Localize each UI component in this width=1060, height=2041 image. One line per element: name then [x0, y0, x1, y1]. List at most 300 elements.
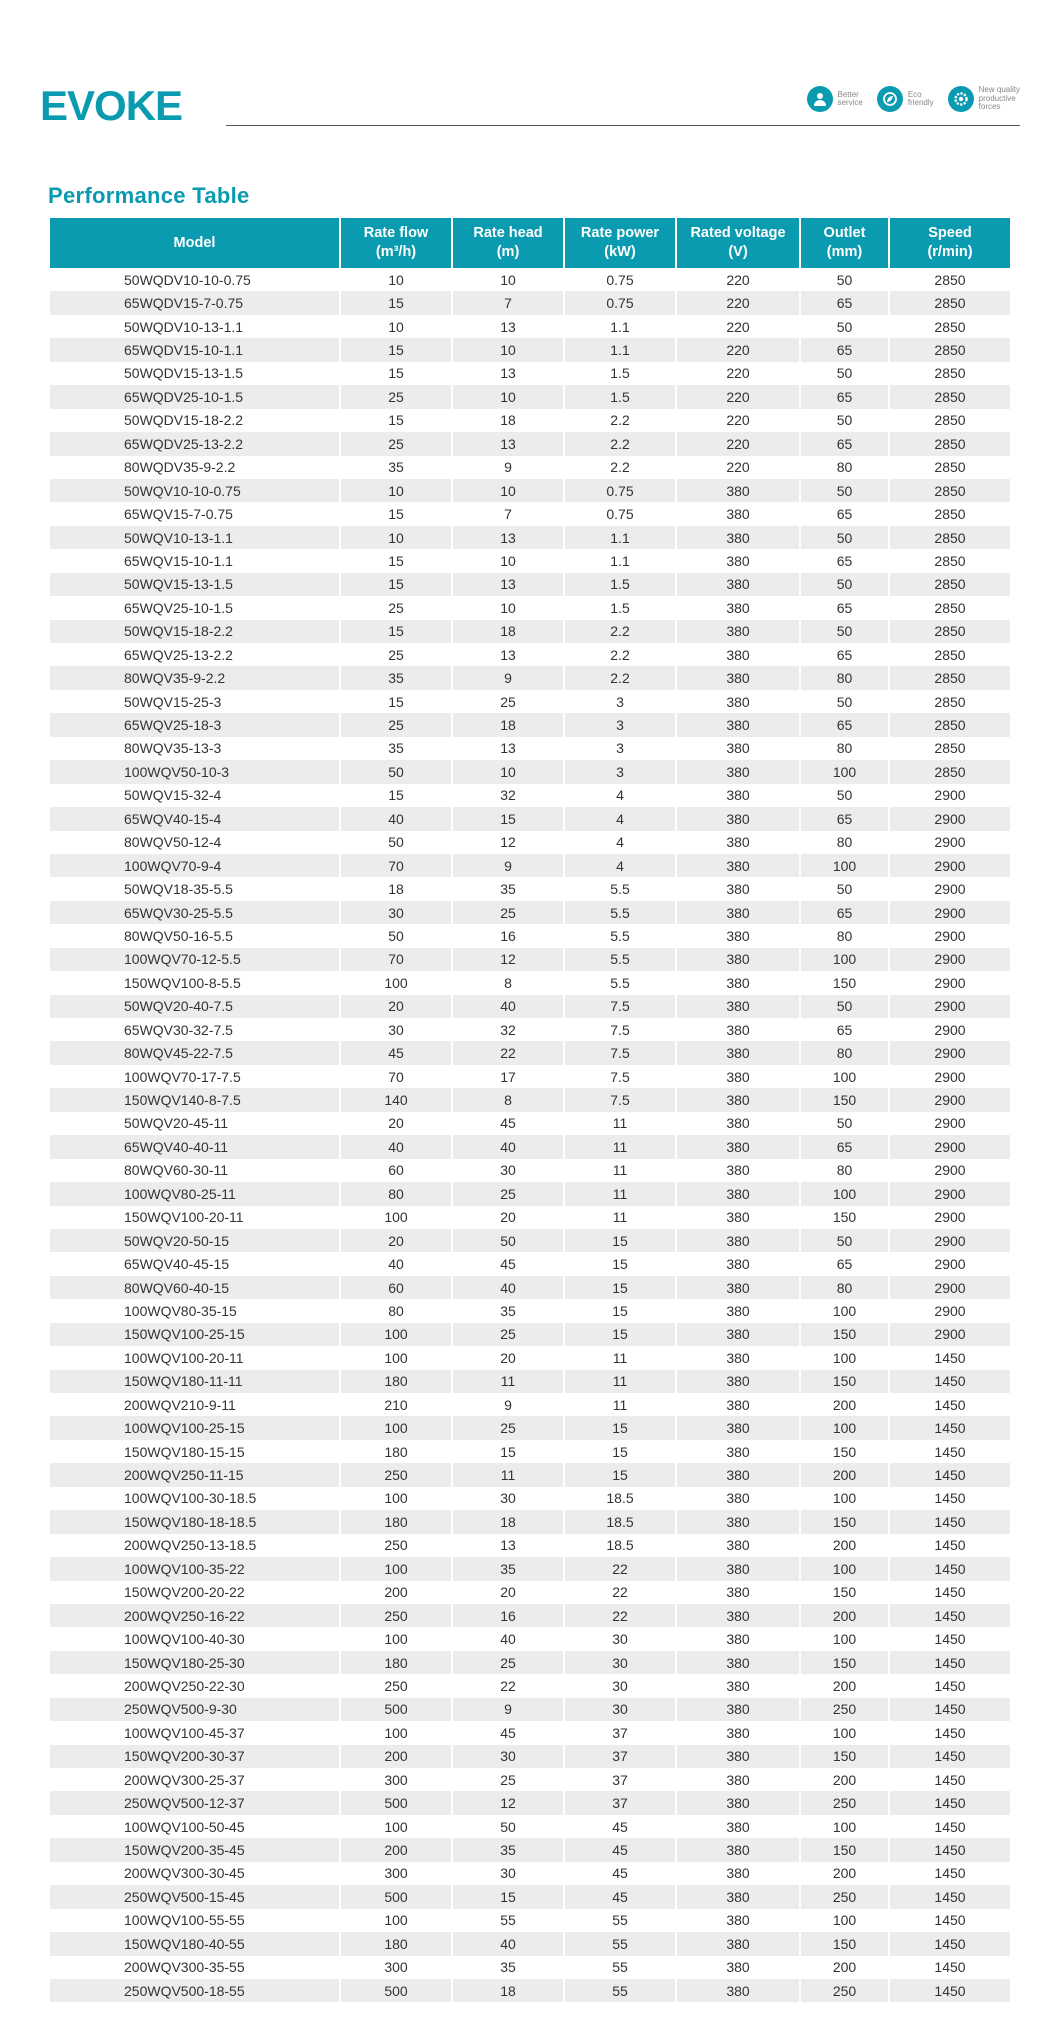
cell-rate-flow: 25	[340, 432, 452, 455]
cell-model: 150WQV100-8-5.5	[124, 974, 241, 991]
table-row	[50, 1112, 1010, 1135]
cell-rated-voltage: 380	[676, 1276, 800, 1299]
table-row	[50, 1534, 1010, 1557]
cell-rate-power: 0.75	[564, 268, 676, 291]
cell-model: 250WQV500-9-30	[50, 1698, 340, 1721]
cell-outlet: 50	[800, 1112, 889, 1135]
cell-outlet: 200	[800, 1534, 889, 1557]
cell-outlet: 250	[800, 1791, 889, 1814]
cell-rate-head: 30	[452, 1745, 564, 1768]
cell-model: 80WQDV35-9-2.2	[124, 459, 236, 476]
badge-text: Better service	[837, 89, 863, 107]
cell-rated-voltage: 220	[676, 432, 800, 455]
cell-model: 50WQV10-13-1.1	[50, 526, 340, 549]
cell-rate-head: 15	[452, 1440, 564, 1463]
cell-speed: 2900	[889, 831, 1010, 854]
cell-speed: 1450	[889, 1956, 1010, 1979]
cell-rated-voltage: 380	[676, 1159, 800, 1182]
cell-rate-power: 22	[564, 1604, 676, 1627]
cell-model: 100WQV80-35-15	[124, 1302, 237, 1319]
cell-speed: 1450	[889, 1815, 1010, 1838]
cell-rated-voltage: 220	[676, 385, 800, 408]
cell-rate-flow: 35	[340, 456, 452, 479]
cell-rated-voltage: 380	[676, 666, 800, 689]
cell-speed: 1450	[889, 1393, 1010, 1416]
cell-speed: 1450	[889, 1557, 1010, 1580]
cell-rate-power: 2.2	[564, 432, 676, 455]
cell-outlet: 100	[800, 1815, 889, 1838]
table-row	[50, 1065, 1010, 1088]
cell-outlet: 50	[800, 877, 889, 900]
cell-rate-flow: 100	[340, 1557, 452, 1580]
cell-outlet: 150	[800, 1088, 889, 1111]
cell-outlet: 150	[800, 1510, 889, 1533]
cell-rated-voltage: 380	[676, 1065, 800, 1088]
cell-rate-flow: 30	[340, 1018, 452, 1041]
cell-outlet: 65	[800, 1252, 889, 1275]
table-row	[50, 1276, 1010, 1299]
cell-speed: 1450	[889, 1838, 1010, 1861]
cell-rate-flow: 40	[340, 1135, 452, 1158]
cell-rate-flow: 200	[340, 1838, 452, 1861]
cell-outlet: 100	[800, 1557, 889, 1580]
cell-rated-voltage: 220	[676, 291, 800, 314]
cell-outlet: 65	[800, 807, 889, 830]
cell-outlet: 150	[800, 1745, 889, 1768]
cell-rated-voltage: 220	[676, 362, 800, 385]
cell-speed: 2850	[889, 268, 1010, 291]
table-row	[50, 268, 1010, 291]
header-speed: Speed (r/min)	[889, 218, 1010, 268]
cell-rate-power: 15	[564, 1252, 676, 1275]
cell-rate-head: 13	[452, 432, 564, 455]
table-row	[50, 1416, 1010, 1439]
table-row	[50, 1721, 1010, 1744]
cell-outlet: 65	[800, 596, 889, 619]
cell-outlet: 200	[800, 1862, 889, 1885]
cell-outlet: 200	[800, 1956, 889, 1979]
cell-model: 80WQV50-12-4	[124, 834, 222, 851]
cell-outlet: 65	[800, 549, 889, 572]
cell-model: 50WQDV15-13-1.5	[124, 365, 244, 382]
cell-rate-flow: 100	[340, 1323, 452, 1346]
table-row	[50, 1018, 1010, 1041]
cell-model: 150WQV180-11-11	[50, 1370, 340, 1393]
cell-rate-flow: 10	[340, 315, 452, 338]
table-row	[50, 1346, 1010, 1369]
table-row	[50, 1088, 1010, 1111]
table-row	[50, 1862, 1010, 1885]
cell-rate-flow: 100	[340, 1721, 452, 1744]
table-row	[50, 1323, 1010, 1346]
cell-model: 200WQV250-11-15	[50, 1463, 340, 1486]
cell-rate-head: 13	[452, 315, 564, 338]
cell-rate-head: 10	[452, 596, 564, 619]
cell-speed: 2900	[889, 1041, 1010, 1064]
cell-rated-voltage: 380	[676, 1534, 800, 1557]
cell-rate-flow: 35	[340, 666, 452, 689]
cell-speed: 1450	[889, 1370, 1010, 1393]
cell-model: 100WQV100-40-30	[124, 1631, 245, 1648]
cell-rate-head: 25	[452, 1416, 564, 1439]
cell-rated-voltage: 380	[676, 1581, 800, 1604]
person-service-icon	[807, 86, 833, 112]
cell-outlet: 50	[800, 995, 889, 1018]
cell-rated-voltage: 380	[676, 1370, 800, 1393]
cell-speed: 2850	[889, 315, 1010, 338]
cell-rated-voltage: 380	[676, 1909, 800, 1932]
cell-rate-power: 15	[564, 1440, 676, 1463]
cell-rate-flow: 50	[340, 831, 452, 854]
cell-rate-head: 18	[452, 1510, 564, 1533]
cell-model: 50WQDV15-18-2.2	[124, 412, 244, 429]
header-rate-flow: Rate flow (m³/h)	[340, 218, 452, 268]
cell-model: 65WQV30-25-5.5	[50, 901, 340, 924]
cell-model: 100WQV100-55-55	[124, 1912, 245, 1929]
cell-rated-voltage: 380	[676, 901, 800, 924]
cell-rate-head: 50	[452, 1229, 564, 1252]
cell-rated-voltage: 380	[676, 549, 800, 572]
cell-speed: 2850	[889, 338, 1010, 361]
cell-rate-power: 2.2	[564, 666, 676, 689]
cell-outlet: 65	[800, 502, 889, 525]
cell-rated-voltage: 380	[676, 807, 800, 830]
cell-rate-flow: 15	[340, 573, 452, 596]
cell-model: 200WQV250-13-18.5	[124, 1537, 257, 1554]
cell-outlet: 100	[800, 1065, 889, 1088]
cell-outlet: 65	[800, 1018, 889, 1041]
cell-rated-voltage: 380	[676, 1416, 800, 1439]
cell-rate-flow: 100	[340, 1815, 452, 1838]
table-row	[50, 995, 1010, 1018]
cell-rated-voltage: 380	[676, 877, 800, 900]
cell-rate-flow: 40	[340, 807, 452, 830]
cell-rate-flow: 70	[340, 1065, 452, 1088]
table-row	[50, 948, 1010, 971]
cell-model: 200WQV250-16-22	[50, 1604, 340, 1627]
cell-rate-head: 13	[452, 643, 564, 666]
cell-speed: 2850	[889, 760, 1010, 783]
table-row	[50, 1745, 1010, 1768]
cell-rate-flow: 210	[340, 1393, 452, 1416]
cell-rate-flow: 250	[340, 1604, 452, 1627]
cell-outlet: 50	[800, 479, 889, 502]
cell-rated-voltage: 380	[676, 1135, 800, 1158]
cell-model: 150WQV200-30-37	[50, 1745, 340, 1768]
cell-rate-power: 45	[564, 1862, 676, 1885]
cell-model: 100WQV100-35-22	[50, 1557, 340, 1580]
cell-rated-voltage: 380	[676, 1041, 800, 1064]
cell-speed: 1450	[889, 1745, 1010, 1768]
cell-rated-voltage: 380	[676, 1487, 800, 1510]
cell-model: 150WQV200-35-45	[50, 1838, 340, 1861]
cell-rate-power: 4	[564, 854, 676, 877]
cell-model: 65WQV25-13-2.2	[124, 646, 233, 663]
table-row	[50, 924, 1010, 947]
cell-outlet: 150	[800, 1932, 889, 1955]
cell-speed: 1450	[889, 1791, 1010, 1814]
cell-model: 65WQV30-32-7.5	[124, 1021, 233, 1038]
cell-speed: 2900	[889, 971, 1010, 994]
cell-outlet: 50	[800, 620, 889, 643]
cell-rate-head: 40	[452, 1135, 564, 1158]
cell-rate-head: 13	[452, 737, 564, 760]
cell-outlet: 50	[800, 690, 889, 713]
cell-rate-head: 8	[452, 971, 564, 994]
cell-model: 50WQDV10-13-1.1	[124, 318, 244, 335]
cell-outlet: 50	[800, 1229, 889, 1252]
cell-outlet: 50	[800, 573, 889, 596]
table-row	[50, 737, 1010, 760]
cell-rate-head: 25	[452, 901, 564, 924]
cell-rate-power: 1.1	[564, 526, 676, 549]
cell-outlet: 200	[800, 1393, 889, 1416]
cell-rate-power: 5.5	[564, 901, 676, 924]
cell-outlet: 150	[800, 1370, 889, 1393]
cell-rated-voltage: 380	[676, 1768, 800, 1791]
cell-rated-voltage: 380	[676, 1698, 800, 1721]
cell-rate-flow: 300	[340, 1862, 452, 1885]
table-row	[50, 1440, 1010, 1463]
evoke-logo	[40, 82, 220, 128]
cell-rate-head: 9	[452, 854, 564, 877]
cell-model: 65WQV15-7-0.75	[124, 506, 233, 523]
cell-rate-flow: 50	[340, 760, 452, 783]
cell-speed: 2850	[889, 596, 1010, 619]
cell-rate-head: 40	[452, 1276, 564, 1299]
cell-speed: 2850	[889, 291, 1010, 314]
cell-speed: 2900	[889, 948, 1010, 971]
cell-rate-head: 9	[452, 1393, 564, 1416]
cell-rate-power: 1.5	[564, 385, 676, 408]
table-row	[50, 690, 1010, 713]
cell-model: 80WQV60-40-15	[50, 1276, 340, 1299]
cell-speed: 2900	[889, 1182, 1010, 1205]
cell-outlet: 80	[800, 1276, 889, 1299]
cell-rate-head: 10	[452, 338, 564, 361]
table-row	[50, 666, 1010, 689]
cell-rate-flow: 500	[340, 1698, 452, 1721]
cell-outlet: 80	[800, 1159, 889, 1182]
cell-model: 100WQV100-50-45	[124, 1818, 245, 1835]
cell-rate-flow: 500	[340, 1979, 452, 2002]
table-row	[50, 1581, 1010, 1604]
cell-rate-power: 55	[564, 1956, 676, 1979]
cell-rate-power: 4	[564, 784, 676, 807]
cell-rate-power: 30	[564, 1674, 676, 1697]
cell-speed: 2850	[889, 479, 1010, 502]
cell-model: 100WQV100-20-11	[124, 1349, 244, 1366]
cell-rate-power: 11	[564, 1206, 676, 1229]
cell-rate-head: 8	[452, 1088, 564, 1111]
cell-outlet: 80	[800, 831, 889, 854]
cell-model: 50WQV10-10-0.75	[50, 479, 340, 502]
cell-rate-head: 22	[452, 1674, 564, 1697]
cell-rate-flow: 15	[340, 690, 452, 713]
cell-speed: 2900	[889, 1206, 1010, 1229]
cell-rate-power: 3	[564, 737, 676, 760]
cell-rate-head: 35	[452, 1557, 564, 1580]
cell-rate-head: 15	[452, 1885, 564, 1908]
cell-model: 65WQDV25-13-2.2	[50, 432, 340, 455]
cell-rate-flow: 35	[340, 737, 452, 760]
cell-outlet: 100	[800, 760, 889, 783]
cell-rate-head: 45	[452, 1112, 564, 1135]
cell-speed: 2900	[889, 1323, 1010, 1346]
cell-rated-voltage: 220	[676, 268, 800, 291]
cell-speed: 2900	[889, 807, 1010, 830]
cell-rate-head: 9	[452, 1698, 564, 1721]
cell-rate-power: 45	[564, 1885, 676, 1908]
cell-rate-flow: 200	[340, 1745, 452, 1768]
cell-speed: 2900	[889, 901, 1010, 924]
cell-rate-head: 25	[452, 1323, 564, 1346]
cell-rated-voltage: 380	[676, 1862, 800, 1885]
table-row	[50, 291, 1010, 314]
cell-speed: 2850	[889, 573, 1010, 596]
header-model: Model	[50, 218, 340, 268]
cell-rated-voltage: 380	[676, 1346, 800, 1369]
cell-outlet: 150	[800, 1838, 889, 1861]
cell-rate-flow: 140	[340, 1088, 452, 1111]
cell-rated-voltage: 380	[676, 1604, 800, 1627]
cell-speed: 1450	[889, 1487, 1010, 1510]
cell-outlet: 150	[800, 1323, 889, 1346]
cell-rate-head: 20	[452, 1581, 564, 1604]
cell-outlet: 100	[800, 1627, 889, 1650]
table-row	[50, 901, 1010, 924]
cell-rate-head: 12	[452, 831, 564, 854]
cell-rate-power: 4	[564, 831, 676, 854]
cell-rate-head: 45	[452, 1252, 564, 1275]
table-row	[50, 1370, 1010, 1393]
cell-rate-power: 3	[564, 760, 676, 783]
cell-rate-power: 30	[564, 1627, 676, 1650]
cell-rate-flow: 20	[340, 1229, 452, 1252]
cell-outlet: 65	[800, 643, 889, 666]
cell-model: 250WQV500-15-45	[50, 1885, 340, 1908]
cell-rate-head: 25	[452, 1182, 564, 1205]
cell-speed: 2850	[889, 432, 1010, 455]
table-row	[50, 1768, 1010, 1791]
cell-rate-power: 0.75	[564, 479, 676, 502]
cell-rated-voltage: 220	[676, 409, 800, 432]
cell-rate-power: 15	[564, 1463, 676, 1486]
cell-speed: 2900	[889, 1229, 1010, 1252]
cell-rate-power: 2.2	[564, 409, 676, 432]
cell-rated-voltage: 380	[676, 995, 800, 1018]
cell-model: 150WQV180-18-18.5	[50, 1510, 340, 1533]
cell-rate-head: 16	[452, 924, 564, 947]
table-row	[50, 1510, 1010, 1533]
cell-rate-power: 37	[564, 1721, 676, 1744]
cell-rate-head: 17	[452, 1065, 564, 1088]
cell-rate-head: 20	[452, 1346, 564, 1369]
cell-rate-power: 1.5	[564, 362, 676, 385]
table-row	[50, 409, 1010, 432]
cell-speed: 2850	[889, 643, 1010, 666]
cell-model: 150WQV200-20-22	[124, 1584, 245, 1601]
header-rate-power: Rate power (kW)	[564, 218, 676, 268]
cell-speed: 2900	[889, 924, 1010, 947]
table-row	[50, 1393, 1010, 1416]
cell-rate-power: 15	[564, 1416, 676, 1439]
cell-rate-flow: 10	[340, 268, 452, 291]
table-row	[50, 713, 1010, 736]
cell-rate-power: 30	[564, 1698, 676, 1721]
cell-rated-voltage: 380	[676, 1956, 800, 1979]
table-row	[50, 1698, 1010, 1721]
cell-model: 80WQV50-16-5.5	[124, 927, 233, 944]
cell-model: 65WQV40-40-11	[50, 1135, 340, 1158]
table-row	[50, 1159, 1010, 1182]
cell-outlet: 200	[800, 1463, 889, 1486]
cell-model: 150WQV180-40-55	[50, 1932, 340, 1955]
cell-outlet: 50	[800, 526, 889, 549]
cell-rated-voltage: 380	[676, 1815, 800, 1838]
cell-model: 80WQV35-9-2.2	[50, 666, 340, 689]
cell-rate-flow: 15	[340, 549, 452, 572]
cell-outlet: 65	[800, 713, 889, 736]
cell-outlet: 100	[800, 1721, 889, 1744]
cell-rate-power: 22	[564, 1557, 676, 1580]
table-row	[50, 1206, 1010, 1229]
cell-outlet: 100	[800, 1487, 889, 1510]
cell-rate-flow: 70	[340, 854, 452, 877]
cell-speed: 2850	[889, 385, 1010, 408]
cell-speed: 2850	[889, 362, 1010, 385]
cell-speed: 1450	[889, 1932, 1010, 1955]
cell-rate-power: 45	[564, 1838, 676, 1861]
cell-rate-head: 50	[452, 1815, 564, 1838]
table-row	[50, 1557, 1010, 1580]
header-divider	[226, 125, 1020, 126]
cell-rate-flow: 500	[340, 1791, 452, 1814]
cell-rate-flow: 20	[340, 1112, 452, 1135]
cell-rate-flow: 25	[340, 713, 452, 736]
cell-rated-voltage: 380	[676, 1206, 800, 1229]
cell-model: 100WQV50-10-3	[50, 760, 340, 783]
cell-rate-flow: 180	[340, 1932, 452, 1955]
cell-model: 200WQV300-30-45	[124, 1865, 245, 1882]
header-outlet: Outlet (mm)	[800, 218, 889, 268]
cell-rate-flow: 45	[340, 1041, 452, 1064]
cell-rate-head: 32	[452, 1018, 564, 1041]
cell-rate-power: 1.1	[564, 315, 676, 338]
cell-rated-voltage: 380	[676, 1674, 800, 1697]
cell-model: 80WQV35-13-3	[124, 740, 222, 757]
cell-rate-head: 13	[452, 1534, 564, 1557]
cell-rate-flow: 180	[340, 1510, 452, 1533]
cell-model: 150WQV180-15-15	[124, 1443, 245, 1460]
cell-rate-head: 12	[452, 948, 564, 971]
table-row	[50, 1674, 1010, 1697]
cell-speed: 1450	[889, 1909, 1010, 1932]
cell-outlet: 65	[800, 432, 889, 455]
table-row	[50, 1932, 1010, 1955]
cell-rate-head: 10	[452, 760, 564, 783]
cell-speed: 2900	[889, 1299, 1010, 1322]
table-row	[50, 877, 1010, 900]
cell-rate-flow: 18	[340, 877, 452, 900]
table-row	[50, 526, 1010, 549]
cell-model: 100WQV70-12-5.5	[50, 948, 340, 971]
table-row	[50, 315, 1010, 338]
table-row	[50, 1627, 1010, 1650]
cell-speed: 2850	[889, 690, 1010, 713]
cell-rate-head: 12	[452, 1791, 564, 1814]
cell-rated-voltage: 380	[676, 1323, 800, 1346]
